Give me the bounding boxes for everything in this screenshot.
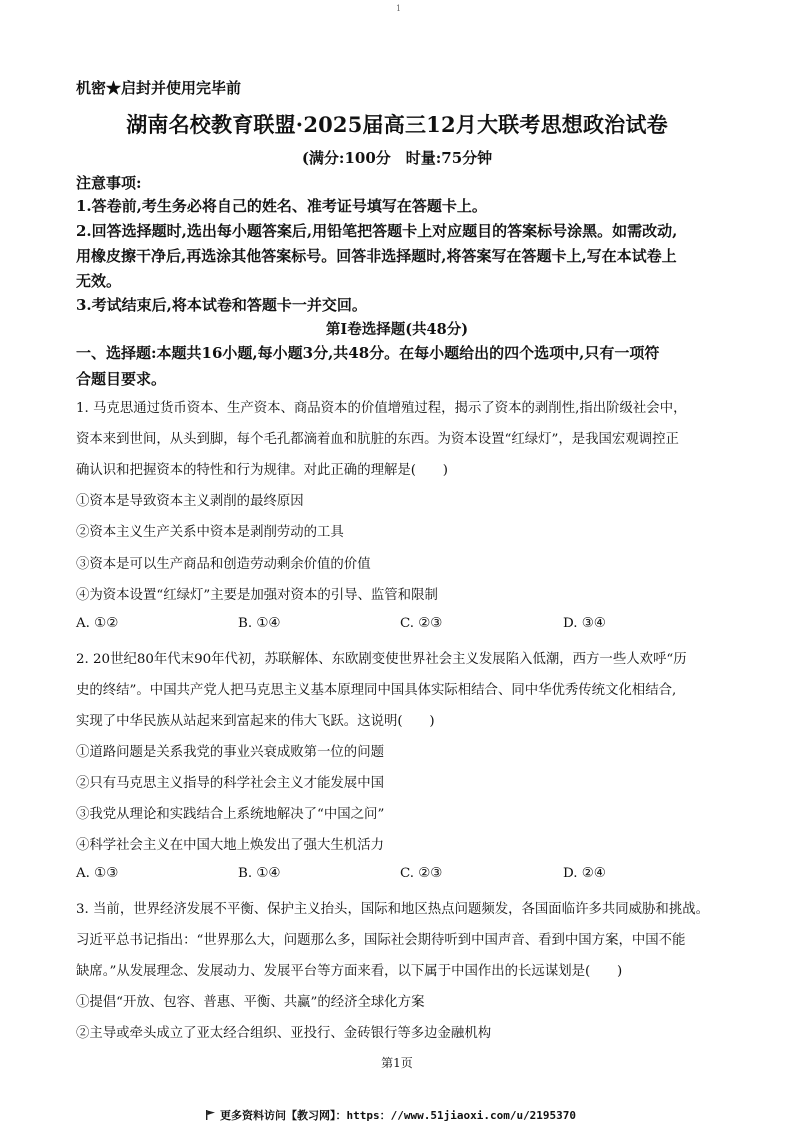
note-item-2-line3: 无效。 <box>76 272 122 290</box>
section-title: 第Ⅰ卷选择题(共48分) <box>325 321 469 338</box>
note-item-1: 1.答卷前,考生务必将自己的姓名、准考证号填写在答题卡上。 <box>76 197 487 215</box>
note-item-3: 3.考试结束后,将本试卷和答题卡一并交回。 <box>76 296 367 314</box>
option-d: D. ②④ <box>563 866 606 881</box>
statement-2: ②资本主义生产关系中资本是剥削劳动的工具 <box>76 525 344 540</box>
exam-title: 湖南名校教育联盟·2025届高三12月大联考思想政治试卷 <box>126 112 668 137</box>
confidential-label: 机密★启封并使用完毕前 <box>76 79 242 97</box>
question-text: 实现了中华民族从站起来到富起来的伟大飞跃。这说明( ) <box>76 714 435 729</box>
question-text: 史的终结”。中国共产党人把马克思主义基本原理同中国具体实际相结合、同中华优秀传统文化相结合, <box>76 683 677 698</box>
footer-link[interactable] <box>206 1107 576 1123</box>
question-text: 缺席。”从发展理念、发展动力、发展平台等方面来看，以下属于中国作出的长远谋划是( ) <box>76 964 623 979</box>
option-b: B. ①④ <box>238 866 281 881</box>
option-c: C. ②③ <box>400 616 443 631</box>
part1-instructions-line2: 合题目要求。 <box>76 370 167 388</box>
notes-heading: 注意事项: <box>76 174 142 192</box>
question-text: 习近平总书记指出：“世界那么大，问题那么多，国际社会期待听到中国声音、看到中国方案，中国不能 <box>76 933 686 948</box>
statement-1: ①提倡“开放、包容、普惠、平衡、共赢”的经济全球化方案 <box>76 995 425 1010</box>
footer-text: 更多资料访问【教习网】：https：//www.51jiaoxi.com/u/2195370 <box>220 1109 577 1122</box>
flag-icon <box>206 1110 216 1120</box>
option-c: C. ②③ <box>400 866 443 881</box>
option-d: D. ③④ <box>563 616 606 631</box>
question-text: 3. 当前，世界经济发展不平衡、保护主义抬头，国际和地区热点问题频发，各国面临许多共同威胁和挑战。 <box>76 902 709 917</box>
question-text: 确认识和把握资本的特性和行为规律。对此正确的理解是( ) <box>76 463 448 478</box>
question-text: 资本来到世间，从头到脚，每个毛孔都滴着血和肮脏的东西。为资本设置“红绿灯”，是我国宏观调控正 <box>76 432 679 447</box>
page-number: 第1页 <box>381 1056 413 1070</box>
statement-3: ③我党从理论和实践结合上系统地解决了“中国之问” <box>76 807 385 822</box>
exam-meta: (满分:100分 时量:75分钟 <box>301 149 493 167</box>
statement-1: ①资本是导致资本主义剥削的最终原因 <box>76 494 304 509</box>
option-b: B. ①④ <box>238 616 281 631</box>
statement-1: ①道路问题是关系我党的事业兴衰成败第一位的问题 <box>76 745 384 760</box>
note-item-2-line2: 用橡皮擦干净后,再选涂其他答案标号。回答非选择题时,将答案写在答题卡上,写在本试卷上 <box>76 247 677 265</box>
option-a: A. ①② <box>76 616 119 631</box>
note-item-2-line1: 2.回答选择题时,选出每小题答案后,用铅笔把答题卡上对应题目的答案标号涂黑。如需改动, <box>76 222 678 240</box>
option-a: A. ①③ <box>76 866 119 881</box>
statement-2: ②主导或牵头成立了亚太经合组织、亚投行、金砖银行等多边金融机构 <box>76 1026 492 1041</box>
statement-2: ②只有马克思主义指导的科学社会主义才能发展中国 <box>76 776 384 791</box>
question-text: 2. 20世纪80年代末90年代初，苏联解体、东欧剧变使世界社会主义发展陷入低潮，西方一些人欢呼“历 <box>76 652 687 667</box>
statement-3: ③资本是可以生产商品和创造劳动剩余价值的价值 <box>76 557 371 572</box>
statement-4: ④为资本设置“红绿灯”主要是加强对资本的引导、监管和限制 <box>76 588 438 603</box>
top-mark: 1 <box>396 4 402 13</box>
statement-4: ④科学社会主义在中国大地上焕发出了强大生机活力 <box>76 838 384 853</box>
question-text: 1. 马克思通过货币资本、生产资本、商品资本的价值增殖过程，揭示了资本的剥削性,指出阶级社会中， <box>76 401 687 416</box>
part1-instructions-line1: 一、选择题:本题共16小题,每小题3分,共48分。在每小题给出的四个选项中,只有一项符 <box>76 344 660 362</box>
